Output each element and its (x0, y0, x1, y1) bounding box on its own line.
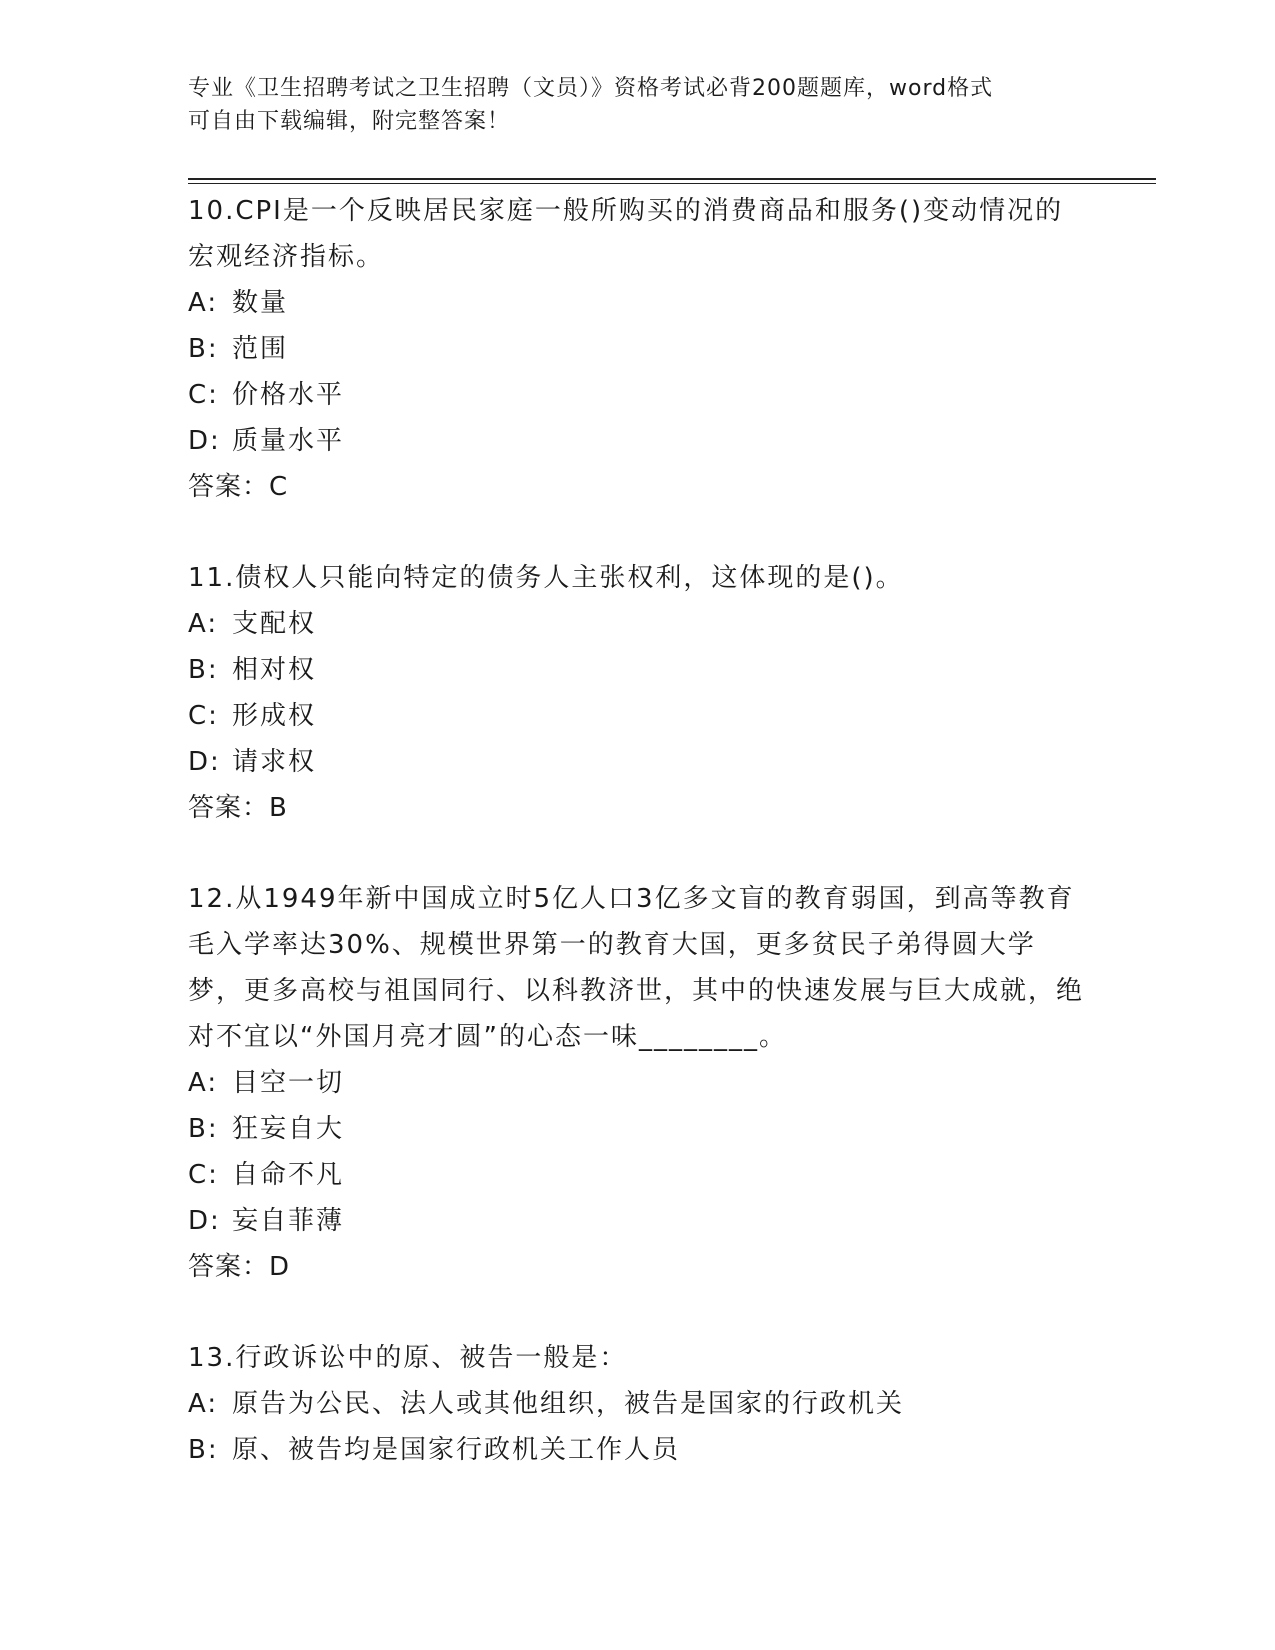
answer-label: 答案： (188, 472, 270, 502)
header-line-1: 专业《卫生招聘考试之卫生招聘（文员）》资格考试必背200题题库，word格式 (188, 76, 994, 101)
option-letter: C: (188, 380, 219, 410)
answer-label: 答案： (188, 793, 270, 823)
option-c (188, 693, 1088, 739)
option-text: 原告为公民、法人或其他组织，被告是国家的行政机关 (232, 1389, 905, 1419)
question-stem: 13.行政诉讼中的原、被告一般是： (188, 1343, 628, 1373)
option-letter: B: (188, 655, 219, 685)
answer-value: C (269, 472, 289, 502)
option-letter: A: (188, 1389, 219, 1419)
option-text: 范围 (232, 334, 289, 364)
question-stem: 11.债权人只能向特定的债务人主张权利，这体现的是()。 (188, 563, 904, 593)
option-text: 质量水平 (232, 426, 345, 456)
option-text: 数量 (232, 288, 289, 318)
option-d (188, 418, 1088, 464)
option-letter: A: (188, 609, 219, 639)
option-d (188, 1198, 1088, 1244)
option-letter: C: (188, 1160, 219, 1190)
option-b (188, 647, 1088, 693)
option-text: 狂妄自大 (232, 1114, 345, 1144)
option-text: 形成权 (232, 701, 317, 731)
option-b (188, 326, 1088, 372)
option-letter: B: (188, 1114, 219, 1144)
option-b (188, 1427, 1088, 1473)
option-a (188, 1060, 1088, 1106)
question-list (188, 188, 1088, 1473)
option-text: 目空一切 (232, 1068, 345, 1098)
option-text: 妄自菲薄 (232, 1206, 345, 1236)
option-d (188, 739, 1088, 785)
question-13 (188, 1335, 1088, 1473)
question-stem: 12.从1949年新中国成立时5亿人口3亿多文盲的教育弱国，到高等教育毛入学率达30%、规模世界第一的教育大国，更多贫民子弟得圆大学梦，更多高校与祖国同行、以科教济世，其中的快速发展与巨大成就，绝对不宜以“外国月亮才圆”的心态一味________。 (188, 884, 1085, 1052)
option-a (188, 1381, 1088, 1427)
option-letter: A: (188, 288, 219, 318)
answer-line (188, 785, 1088, 831)
document-header (188, 72, 1088, 138)
header-divider-thin (188, 183, 1156, 184)
answer-line (188, 1244, 1088, 1290)
option-text: 价格水平 (232, 380, 345, 410)
question-stem: 10.CPI是一个反映居民家庭一般所购买的消费商品和服务()变动情况的宏观经济指标。 (188, 196, 1064, 272)
option-text: 相对权 (232, 655, 317, 685)
option-letter: D: (188, 1206, 221, 1236)
option-text: 支配权 (232, 609, 317, 639)
answer-line (188, 464, 1088, 510)
option-letter: D: (188, 426, 221, 456)
option-letter: B: (188, 1435, 219, 1465)
answer-value: B (269, 793, 288, 823)
option-text: 请求权 (232, 747, 317, 777)
option-text: 自命不凡 (232, 1160, 345, 1190)
option-letter: C: (188, 701, 219, 731)
option-b (188, 1106, 1088, 1152)
header-line-2: 可自由下载编辑，附完整答案！ (188, 109, 511, 134)
option-a (188, 601, 1088, 647)
option-c (188, 1152, 1088, 1198)
question-12 (188, 876, 1088, 1290)
option-c (188, 372, 1088, 418)
header-divider-thick (188, 178, 1156, 180)
answer-label: 答案： (188, 1252, 270, 1282)
question-11 (188, 555, 1088, 831)
option-letter: A: (188, 1068, 219, 1098)
option-text: 原、被告均是国家行政机关工作人员 (232, 1435, 681, 1465)
answer-value: D (269, 1252, 291, 1282)
option-letter: D: (188, 747, 221, 777)
question-10 (188, 188, 1088, 510)
option-a (188, 280, 1088, 326)
option-letter: B: (188, 334, 219, 364)
